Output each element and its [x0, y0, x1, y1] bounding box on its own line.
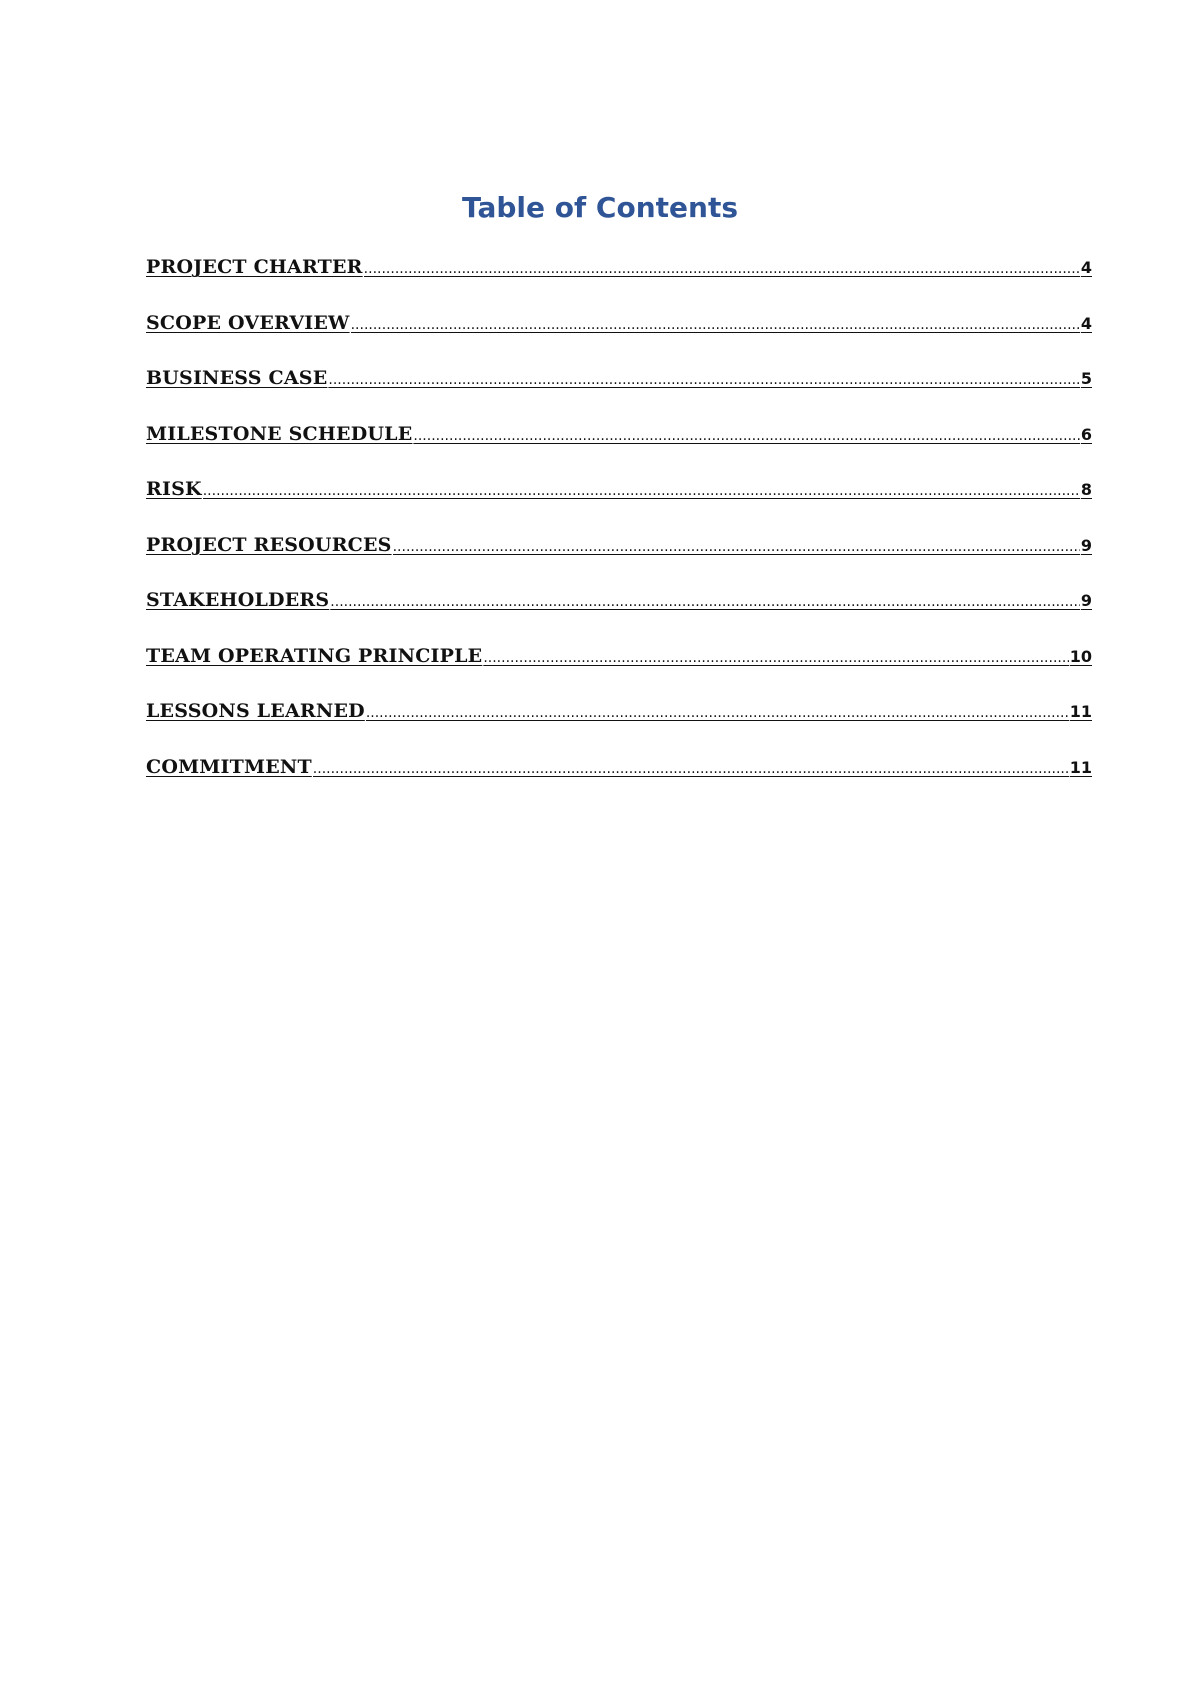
toc-entry-label: PROJECT CHARTER — [146, 256, 363, 278]
dot-leader — [351, 317, 1080, 333]
dot-leader — [364, 261, 1080, 277]
toc-entry-project-charter[interactable] — [146, 256, 1092, 312]
toc-entry-label: PROJECT RESOURCES — [146, 533, 392, 556]
toc-entry-stakeholders[interactable] — [146, 589, 1092, 645]
toc-entry-lessons-learned[interactable] — [146, 700, 1092, 756]
toc-entry-label: LESSONS LEARNED — [146, 700, 365, 722]
dot-leader — [393, 539, 1080, 555]
toc-entry-label: TEAM OPERATING PRINCIPLE — [146, 644, 483, 667]
toc-list — [146, 256, 1092, 811]
dot-leader — [330, 594, 1080, 610]
toc-entry-page-number: 4 — [1080, 313, 1092, 333]
toc-entry-label: STAKEHOLDERS — [146, 589, 330, 611]
toc-entry-label: SCOPE OVERVIEW — [146, 311, 350, 334]
dot-leader — [313, 761, 1069, 777]
toc-title: Table of Contents — [461, 191, 738, 224]
toc-entry-risk[interactable] — [146, 478, 1092, 534]
toc-entry-page-number: 5 — [1080, 369, 1092, 388]
toc-entry-page-number: 11 — [1069, 702, 1092, 721]
toc-entry-page-number: 10 — [1069, 646, 1092, 666]
toc-entry-team-operating-principle[interactable] — [146, 645, 1092, 701]
toc-entry-page-number: 9 — [1080, 535, 1092, 555]
dot-leader — [413, 428, 1079, 444]
toc-entry-label: COMMITMENT — [146, 755, 312, 778]
toc-entry-scope-overview[interactable] — [146, 312, 1092, 368]
toc-entry-page-number: 11 — [1069, 757, 1092, 777]
dot-leader — [366, 705, 1069, 721]
toc-entry-business-case[interactable] — [146, 367, 1092, 423]
toc-entry-label: RISK — [146, 478, 202, 500]
dot-leader — [483, 650, 1068, 666]
dot-leader — [203, 483, 1080, 499]
dot-leader — [328, 372, 1079, 388]
toc-entry-page-number: 9 — [1080, 591, 1092, 610]
toc-entry-label: MILESTONE SCHEDULE — [146, 422, 413, 445]
toc-entry-page-number: 6 — [1080, 424, 1092, 444]
toc-entry-label: BUSINESS CASE — [146, 367, 328, 389]
toc-entry-commitment[interactable] — [146, 756, 1092, 812]
toc-entry-page-number: 4 — [1080, 258, 1092, 277]
toc-entry-page-number: 8 — [1080, 480, 1092, 499]
toc-entry-project-resources[interactable] — [146, 534, 1092, 590]
toc-entry-milestone-schedule[interactable] — [146, 423, 1092, 479]
